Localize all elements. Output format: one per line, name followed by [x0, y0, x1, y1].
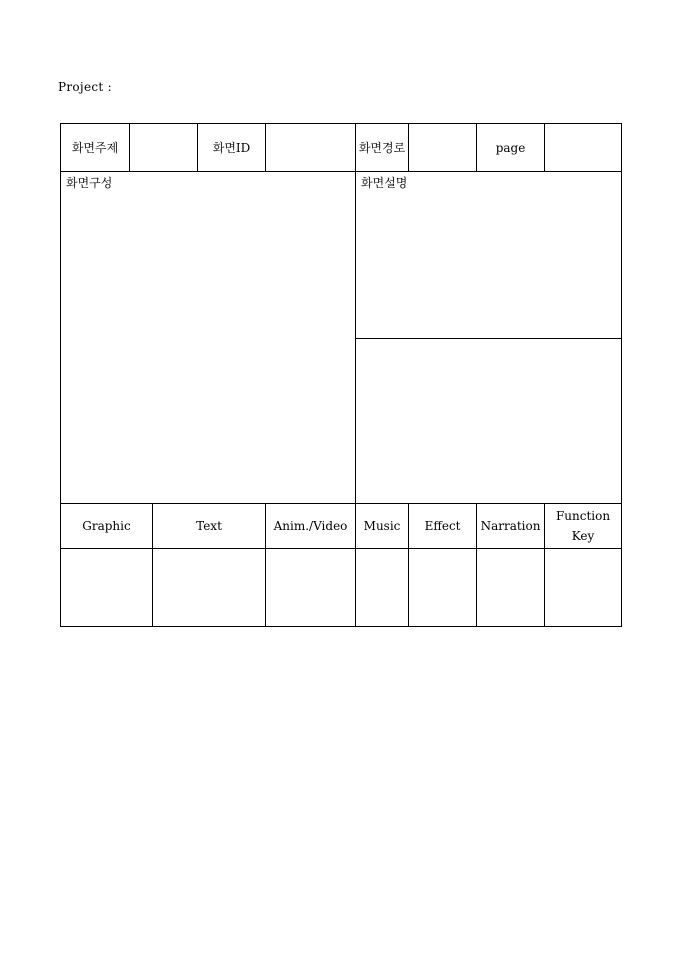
- screen-path-value-cell[interactable]: [409, 124, 477, 172]
- anim-video-column-label: Anim./Video: [266, 504, 356, 549]
- screen-description-label: 화면설명: [361, 176, 408, 190]
- graphic-cell[interactable]: [61, 549, 153, 627]
- narration-column-label: Narration: [477, 504, 545, 549]
- text-column-label: Text: [153, 504, 266, 549]
- screen-description-extra-area[interactable]: [356, 339, 622, 504]
- screen-layout-area[interactable]: [61, 172, 356, 504]
- project-label: Project :: [58, 80, 112, 94]
- music-cell[interactable]: [356, 549, 409, 627]
- effect-cell[interactable]: [409, 549, 477, 627]
- effect-column-label: Effect: [409, 504, 477, 549]
- subject-value-cell[interactable]: [130, 124, 198, 172]
- function-key-label-line1: Function: [555, 509, 611, 523]
- text-cell[interactable]: [153, 549, 266, 627]
- page-value-cell[interactable]: [545, 124, 622, 172]
- screen-path-label: 화면경로: [356, 124, 409, 172]
- screen-spec-table: [60, 123, 622, 627]
- screen-id-value-cell[interactable]: [266, 124, 356, 172]
- graphic-column-label: Graphic: [61, 504, 153, 549]
- narration-cell[interactable]: [477, 549, 545, 627]
- function-key-column-label: [545, 504, 622, 549]
- screen-layout-label: 화면구성: [66, 176, 113, 190]
- screen-id-label: 화면ID: [198, 124, 266, 172]
- screen-description-area[interactable]: [356, 172, 622, 339]
- function-key-cell[interactable]: [545, 549, 622, 627]
- subject-label: 화면주제: [61, 124, 130, 172]
- function-key-label-line2: Key: [571, 529, 595, 543]
- page-label: page: [477, 124, 545, 172]
- music-column-label: Music: [356, 504, 409, 549]
- anim-video-cell[interactable]: [266, 549, 356, 627]
